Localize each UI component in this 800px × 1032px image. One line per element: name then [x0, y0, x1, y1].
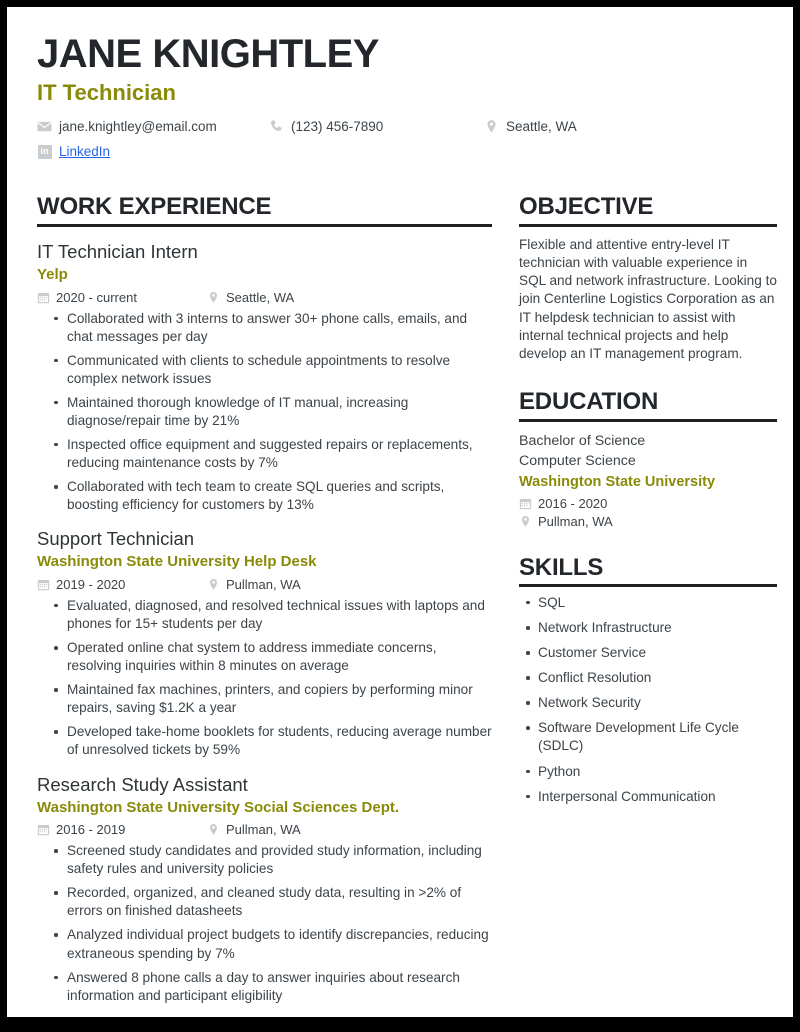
calendar-icon [37, 291, 50, 304]
calendar-icon [37, 823, 50, 836]
map-pin-icon [207, 291, 220, 304]
phone-icon [269, 119, 284, 134]
job-bullet: Operated online chat system to address immediate concerns, resolving inquiries within 8 minutes on average [67, 639, 492, 675]
job-meta [37, 822, 492, 837]
section-education [519, 389, 777, 528]
section-heading-skills: SKILLS [519, 553, 604, 581]
map-pin-icon [519, 515, 532, 528]
section-heading-education: EDUCATION [519, 388, 659, 416]
contact-location [484, 119, 577, 134]
linkedin-icon [37, 144, 52, 159]
section-divider [37, 224, 492, 227]
job-entry [37, 240, 492, 514]
skill-item: Conflict Resolution [538, 669, 777, 687]
section-divider [519, 419, 777, 422]
job-bullet: Screened study candidates and provided study information, including safety rules and university policies [67, 842, 492, 878]
contact-email[interactable] [37, 119, 269, 134]
contact-linkedin[interactable] [37, 144, 110, 159]
contact-email-text: jane.knightley@email.com [59, 119, 217, 135]
skills-list [519, 594, 777, 806]
education-location-text: Pullman, WA [538, 513, 613, 529]
section-heading-work: WORK EXPERIENCE [37, 193, 272, 221]
objective-text: Flexible and attentive entry-level IT technician with valuable experience in SQL and network infrastructure. Looking to join Centerline Logistics Corporation as an IT helpdesk technician to assist with internal technical projects and help develop an IT management program. [519, 236, 777, 362]
job-dates-text: 2019 - 2020 [56, 576, 126, 592]
job-bullet: Collaborated with tech team to create SQL queries and scripts, boosting efficiency for customers by 13% [67, 478, 492, 514]
job-bullets [37, 310, 492, 515]
section-objective [519, 194, 777, 363]
skill-item: Network Security [538, 694, 777, 712]
section-divider [519, 584, 777, 587]
left-column [37, 194, 492, 1010]
job-dates [37, 577, 207, 592]
section-heading-objective: OBJECTIVE [519, 193, 654, 221]
right-column [519, 194, 777, 1010]
job-location [207, 577, 301, 592]
contact-row-primary [37, 116, 767, 137]
job-company: Washington State University Help Desk [37, 553, 317, 571]
skill-item: SQL [538, 594, 777, 612]
column-gap [492, 194, 519, 1010]
education-major: Computer Science [519, 452, 636, 469]
skill-item: Software Development Life Cycle (SDLC) [538, 719, 777, 755]
calendar-icon [37, 578, 50, 591]
job-bullet: Developed take-home booklets for students, reducing average number of unresolved tickets by 59% [67, 723, 492, 759]
calendar-icon [519, 497, 532, 510]
job-dates [37, 822, 207, 837]
contact-block [37, 116, 767, 162]
job-bullet: Communicated with clients to schedule appointments to resolve complex network issues [67, 352, 492, 388]
job-title: IT Technician [37, 80, 176, 106]
skill-item: Python [538, 763, 777, 781]
job-entry [37, 527, 492, 759]
job-bullet: Recorded, organized, and cleaned study data, resulting in >2% of errors on finished datasheets [67, 884, 492, 920]
contact-location-text: Seattle, WA [506, 119, 577, 135]
map-pin-icon [207, 823, 220, 836]
education-location [519, 514, 777, 529]
job-bullet: Evaluated, diagnosed, and resolved technical issues with laptops and phones for 15+ students per day [67, 597, 492, 633]
map-pin-icon [207, 578, 220, 591]
contact-phone[interactable] [269, 119, 484, 134]
job-bullet: Analyzed individual project budgets to identify discrepancies, reducing extraneous spending by 7% [67, 926, 492, 962]
job-role: IT Technician Intern [37, 240, 198, 262]
resume-header [37, 33, 767, 162]
job-meta [37, 577, 492, 592]
section-skills [519, 555, 777, 806]
resume-page [7, 7, 793, 1017]
job-meta [37, 290, 492, 305]
contact-phone-text: (123) 456-7890 [291, 119, 384, 135]
linkedin-badge-text: in [38, 145, 52, 159]
map-pin-icon [484, 119, 499, 134]
education-dates [519, 496, 777, 511]
job-company: Washington State University Social Sciences Dept. [37, 798, 400, 816]
job-dates [37, 290, 207, 305]
linkedin-link[interactable]: LinkedIn [59, 144, 111, 160]
skill-item: Interpersonal Communication [538, 788, 777, 806]
job-location [207, 822, 301, 837]
resume-body [37, 193, 777, 1010]
job-role: Support Technician [37, 528, 195, 550]
page-title: JANE KNIGHTLEY [37, 32, 379, 76]
section-divider [519, 224, 777, 227]
envelope-icon [37, 119, 52, 134]
job-bullet: Answered 8 phone calls a day to answer inquiries about research information and participant eligibility [67, 969, 492, 1005]
skill-item: Customer Service [538, 644, 777, 662]
job-dates-text: 2020 - current [56, 289, 137, 305]
education-degree: Bachelor of Science [519, 432, 646, 449]
job-location [207, 290, 294, 305]
job-location-text: Pullman, WA [226, 822, 301, 838]
job-entry [37, 773, 492, 1005]
job-location-text: Seattle, WA [226, 289, 295, 305]
job-bullet: Inspected office equipment and suggested repairs or replacements, reducing maintenance costs by 7% [67, 436, 492, 472]
job-bullet: Maintained thorough knowledge of IT manual, increasing diagnose/repair time by 21% [67, 394, 492, 430]
job-dates-text: 2016 - 2019 [56, 822, 126, 838]
job-bullet: Collaborated with 3 interns to answer 30+ phone calls, emails, and chat messages per day [67, 310, 492, 346]
job-location-text: Pullman, WA [226, 576, 301, 592]
job-company: Yelp [37, 266, 68, 283]
job-role: Research Study Assistant [37, 773, 248, 795]
education-dates-text: 2016 - 2020 [538, 495, 608, 511]
education-school: Washington State University [519, 474, 716, 490]
section-work-experience [37, 194, 492, 1004]
skill-item: Network Infrastructure [538, 619, 777, 637]
contact-row-linkedin [37, 141, 767, 162]
job-bullets [37, 597, 492, 760]
job-bullets [37, 842, 492, 1005]
job-bullet: Maintained fax machines, printers, and copiers by performing minor repairs, saving $1.2K a year [67, 681, 492, 717]
